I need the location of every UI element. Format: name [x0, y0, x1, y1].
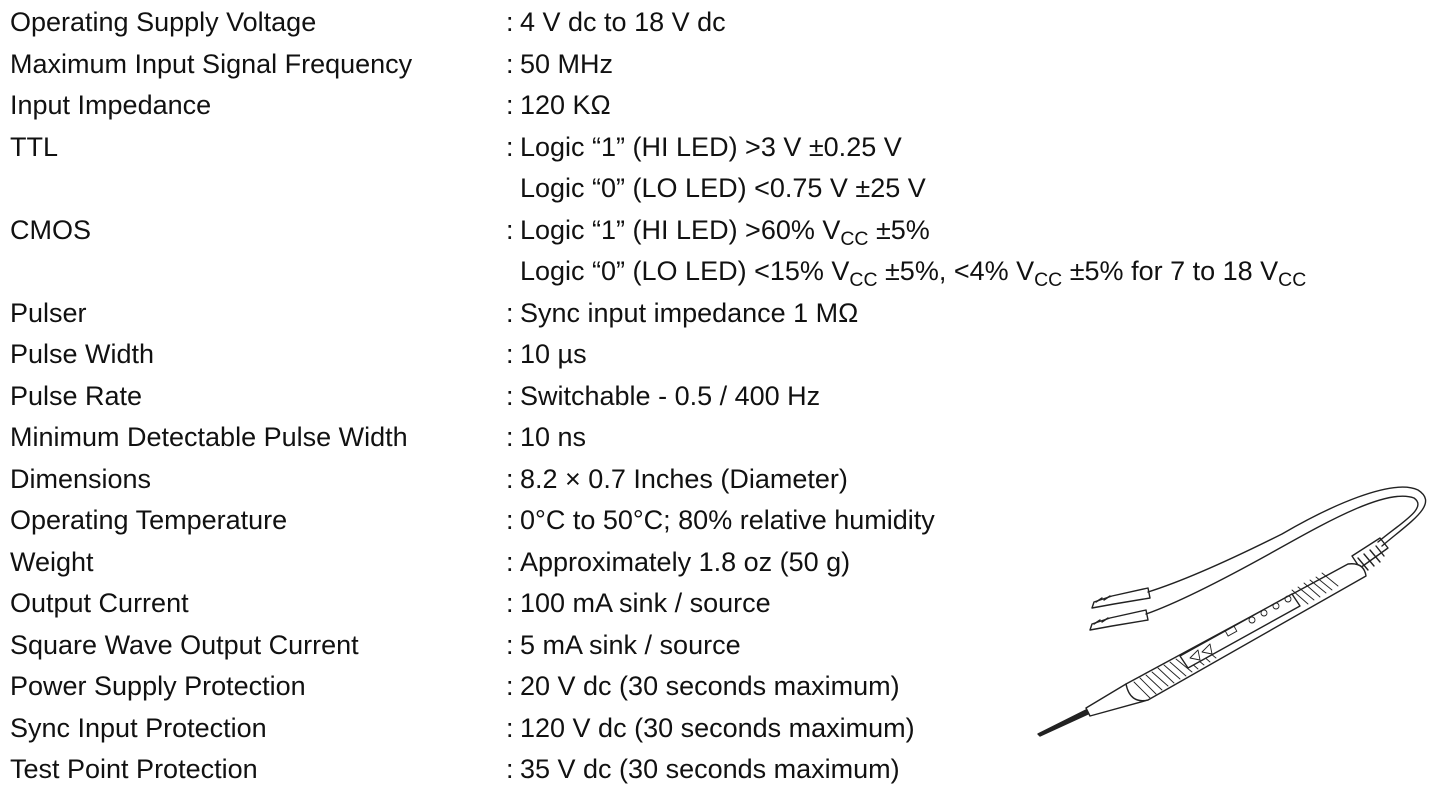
spec-colon: :: [506, 214, 514, 245]
spec-value: 0°C to 50°C; 80% relative humidity: [520, 505, 935, 535]
spec-label: Pulse Rate: [10, 380, 143, 411]
spec-colon: :: [506, 48, 514, 79]
spec-label: Square Wave Output Current: [10, 629, 359, 660]
spec-row-cmos-continued: [10, 251, 1306, 293]
spec-label: TTL: [10, 131, 59, 162]
spec-value: 20 V dc (30 seconds maximum): [520, 671, 900, 701]
spec-colon: :: [506, 588, 514, 618]
probe-connector: [1352, 538, 1388, 568]
spec-row-test-point-protection: [10, 749, 1306, 791]
spec-label: Input Impedance: [10, 90, 212, 120]
subscript: CC: [1034, 268, 1063, 291]
spec-colon: :: [506, 380, 514, 411]
spec-value: 50 MHz: [520, 48, 614, 79]
spec-colon: :: [506, 629, 514, 660]
spec-row-ttl: [10, 127, 1306, 169]
spec-label: Pulser: [10, 297, 87, 328]
spec-row-cmos: [10, 210, 1306, 252]
spec-colon: :: [506, 546, 514, 577]
spec-colon: :: [506, 131, 514, 162]
spec-value: 10 ns: [520, 422, 587, 452]
spec-value: 8.2 × 0.7 Inches (Diameter): [520, 463, 848, 494]
spec-label: Output Current: [10, 588, 189, 618]
spec-label: Pulse Width: [10, 339, 155, 369]
spec-colon: :: [506, 7, 514, 37]
spec-value: [520, 251, 1306, 293]
spec-colon: :: [506, 712, 514, 743]
spec-value: 5 mA sink / source: [520, 629, 741, 660]
spec-row-pulse-rate: [10, 376, 1306, 418]
probe-tip: [1038, 710, 1088, 736]
spec-colon: :: [506, 754, 514, 784]
spec-label: Power Supply Protection: [10, 671, 306, 701]
spec-value: Logic “0” (LO LED) <0.75 V ±25 V: [520, 173, 926, 203]
value-text: Logic “1” (HI LED) >60% V: [520, 214, 841, 245]
spec-row-ttl-continued: [10, 168, 1306, 210]
spec-colon: :: [506, 339, 514, 369]
value-text: ±5% for 7 to 18 V: [1062, 256, 1279, 286]
spec-label: CMOS: [10, 214, 91, 245]
spec-row-pulse-width: [10, 334, 1306, 376]
subscript: CC: [840, 227, 869, 250]
spec-row-operating-supply-voltage: [10, 2, 1306, 44]
spec-colon: :: [506, 297, 514, 328]
spec-row-pulser: [10, 293, 1306, 335]
spec-colon: :: [506, 463, 514, 494]
spec-colon: :: [506, 90, 514, 120]
spec-row-max-input-frequency: [10, 44, 1306, 86]
spec-value: Approximately 1.8 oz (50 g): [520, 546, 851, 577]
alligator-clip-upper: [1092, 588, 1150, 608]
spec-value: 120 V dc (30 seconds maximum): [520, 712, 915, 743]
value-text: ±5%: [868, 214, 930, 245]
spec-colon: :: [506, 671, 514, 701]
spec-value: 35 V dc (30 seconds maximum): [520, 754, 900, 784]
spec-label: Test Point Protection: [10, 754, 258, 784]
spec-value: 100 mA sink / source: [520, 588, 771, 618]
value-text: ±5%, <4% V: [877, 256, 1035, 286]
alligator-clip-lower: [1090, 610, 1148, 630]
value-text: Logic “0” (LO LED) <15% V: [520, 256, 850, 286]
spec-row-min-pulse-width: [10, 417, 1306, 459]
probe-cable-upper: [1148, 487, 1426, 592]
spec-colon: :: [506, 505, 514, 535]
spec-label: Sync Input Protection: [10, 712, 267, 743]
spec-value: Sync input impedance 1 MΩ: [520, 297, 859, 328]
spec-value: 120 KΩ: [520, 90, 611, 120]
spec-label: Weight: [10, 546, 94, 577]
spec-value: [520, 210, 930, 252]
logic-probe-illustration: [1030, 478, 1455, 748]
spec-label: Minimum Detectable Pulse Width: [10, 422, 408, 452]
spec-label: Dimensions: [10, 463, 152, 494]
probe-panel: [1180, 594, 1300, 668]
spec-row-input-impedance: [10, 85, 1306, 127]
subscript: CC: [849, 268, 878, 291]
spec-value: 4 V dc to 18 V dc: [520, 7, 726, 37]
spec-label: Operating Supply Voltage: [10, 7, 317, 37]
spec-value: 10 µs: [520, 339, 587, 369]
spec-colon: :: [506, 422, 514, 452]
spec-label: Maximum Input Signal Frequency: [10, 48, 413, 79]
spec-label: Operating Temperature: [10, 505, 288, 535]
spec-value: Switchable - 0.5 / 400 Hz: [520, 380, 821, 411]
subscript: CC: [1278, 268, 1307, 291]
spec-value: Logic “1” (HI LED) >3 V ±0.25 V: [520, 131, 902, 162]
